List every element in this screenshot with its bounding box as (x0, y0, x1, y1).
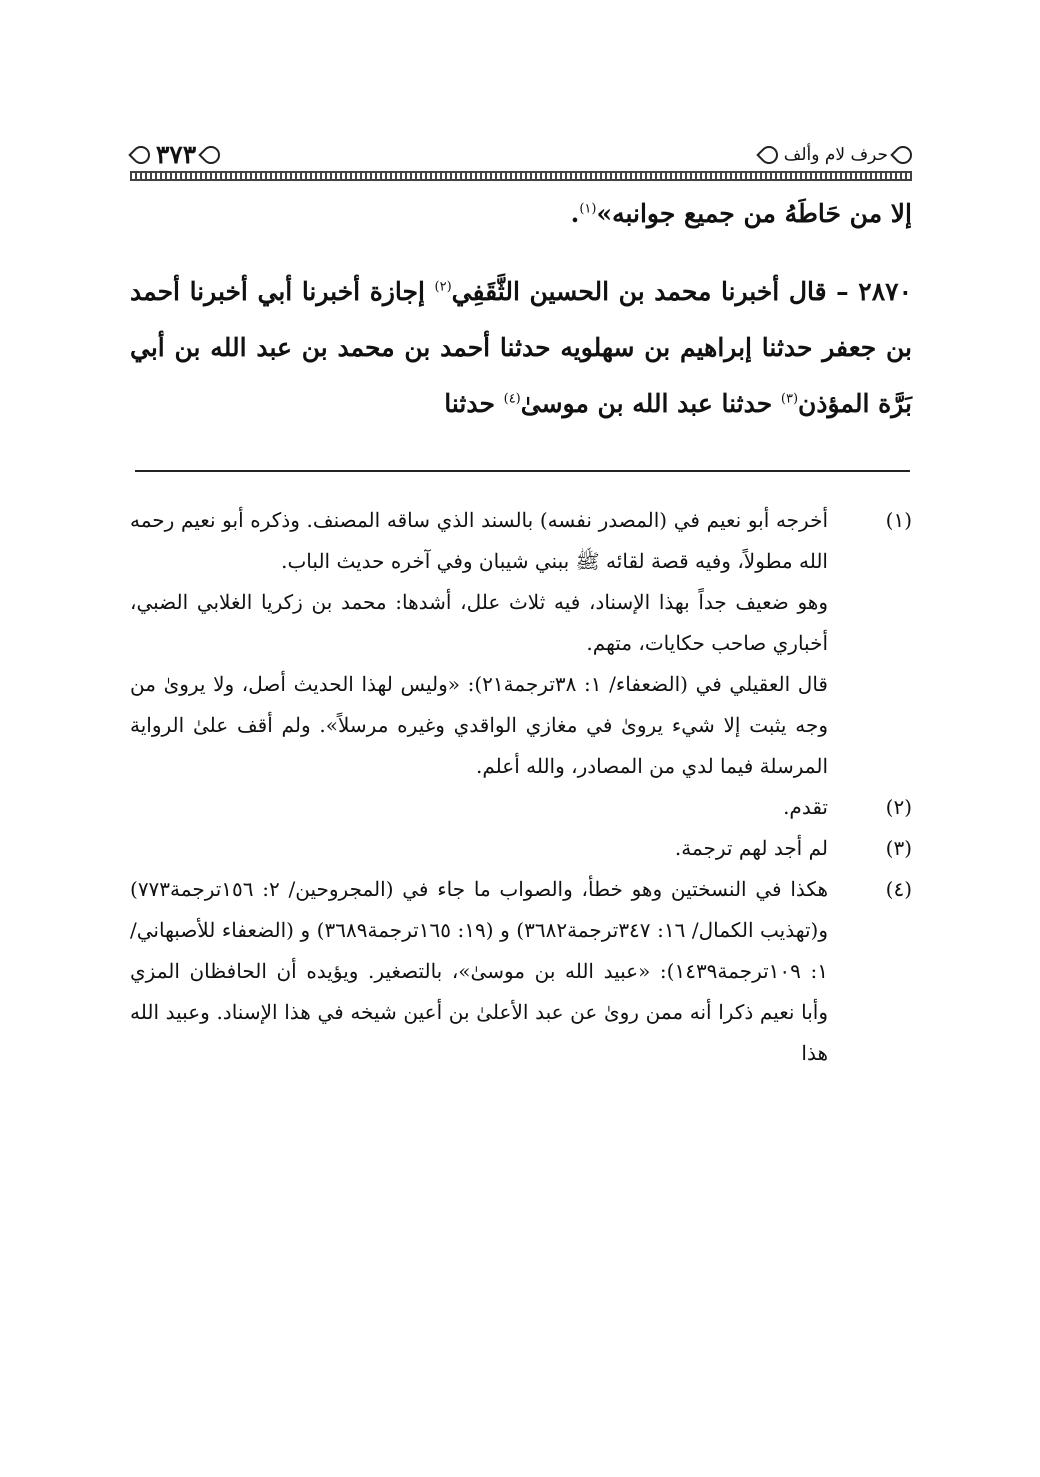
header-title-box (760, 142, 912, 168)
footnote-paragraph: تقدم. (783, 795, 828, 819)
footnote-ref-1: (١) (579, 201, 597, 217)
ornament-icon (890, 142, 915, 167)
footnote-1 (130, 500, 912, 787)
footnotes (130, 500, 912, 1074)
footnote-ref-2: (٢) (434, 279, 452, 295)
footnote-number: (٢) (885, 795, 912, 819)
ornament-icon (756, 142, 781, 167)
hadith-text-c: حدثنا عبد الله بن موسىٰ (520, 389, 781, 418)
footnote-ref-4: (٤) (503, 391, 521, 407)
footnote-number: (٤) (885, 877, 912, 901)
ornament-icon (198, 142, 223, 167)
hadith-paragraph (130, 264, 912, 432)
main-text (130, 186, 912, 432)
footnote-body (130, 828, 828, 869)
opening-end: . (570, 199, 580, 228)
header-rule (130, 171, 912, 181)
hadith-text-d: حدثنا (444, 389, 504, 418)
footnote-paragraph: أخرجه أبو نعيم في (المصدر نفسه) بالسند الذي ساقه المصنف. وذكره أبو نعيم رحمه الله مطولاً، وفيه قصة لقائه ﷺ ببني شيبان وفي آخره حديث الباب. (130, 508, 828, 573)
footnote-separator (135, 470, 910, 472)
footnote-3 (130, 828, 912, 869)
footnote-paragraph: وهو ضعيف جداً بهذا الإسناد، فيه ثلاث علل، أشدها: محمد بن زكريا الغلابي الضبي، أخباري صاحب حكايات، متهم. (130, 590, 828, 655)
footnote-body (130, 787, 828, 828)
footnote-number: (٣) (885, 836, 912, 860)
ornament-icon (128, 142, 153, 167)
opening-text: إلا من حَاطَهُ من جميع جوانبه» (596, 199, 912, 228)
footnote-body (130, 500, 828, 787)
hadith-text-b: إجازة أخبرنا أبي أخبرنا أحمد بن جعفر حدثنا إبراهيم بن سهلويه حدثنا أحمد بن محمد بن عبد الله بن أبي بَرَّة المؤذن (130, 277, 912, 418)
page-number-box (130, 142, 222, 168)
footnote-paragraph: لم أجد لهم ترجمة. (674, 836, 828, 860)
footnote-4 (130, 869, 912, 1074)
running-header (130, 140, 912, 178)
footnote-paragraph: هكذا في النسختين وهو خطأ، والصواب ما جاء في (المجروحين/ ٢: ١٥٦ترجمة٧٧٣) و(تهذيب الكمال/ ١٦: ٣٤٧ترجمة٣٦٨٢) و (١٩: ١٦٥ترجمة٣٦٨٩) و (الضعفاء للأصبهاني/ ١: ١٠٩ترجمة١٤٣٩): «عبيد الله بن موسىٰ»، بالتصغير. ويؤيده أن الحافظان المزي وأبا نعيم ذكرا أنه ممن روىٰ عن عبد الأعلىٰ بن أعين شيخه في هذا الإسناد. وعبيد الله هذا (130, 877, 828, 1065)
footnote-paragraph: قال العقيلي في (الضعفاء/ ١: ٣٨ترجمة٢١): «وليس لهذا الحديث أصل، ولا يروىٰ من وجه يثبت إلا شيء يروىٰ في مغازي الواقدي وغيره مرسلاً». ولم أقف علىٰ الرواية المرسلة فيما لدي من المصادر، والله أعلم. (130, 672, 828, 778)
footnote-ref-3: (٣) (780, 391, 799, 407)
hadith-text-a: ٢٨٧٠ – قال أخبرنا محمد بن الحسين الثَّقَفِي (451, 277, 912, 306)
chapter-title: حرف لام وألف (783, 145, 888, 165)
footnote-2 (130, 787, 912, 828)
page-number: ٣٧٣ (155, 140, 197, 169)
footnote-number: (١) (885, 508, 912, 532)
opening-line (130, 186, 912, 242)
footnote-body (130, 869, 828, 1074)
